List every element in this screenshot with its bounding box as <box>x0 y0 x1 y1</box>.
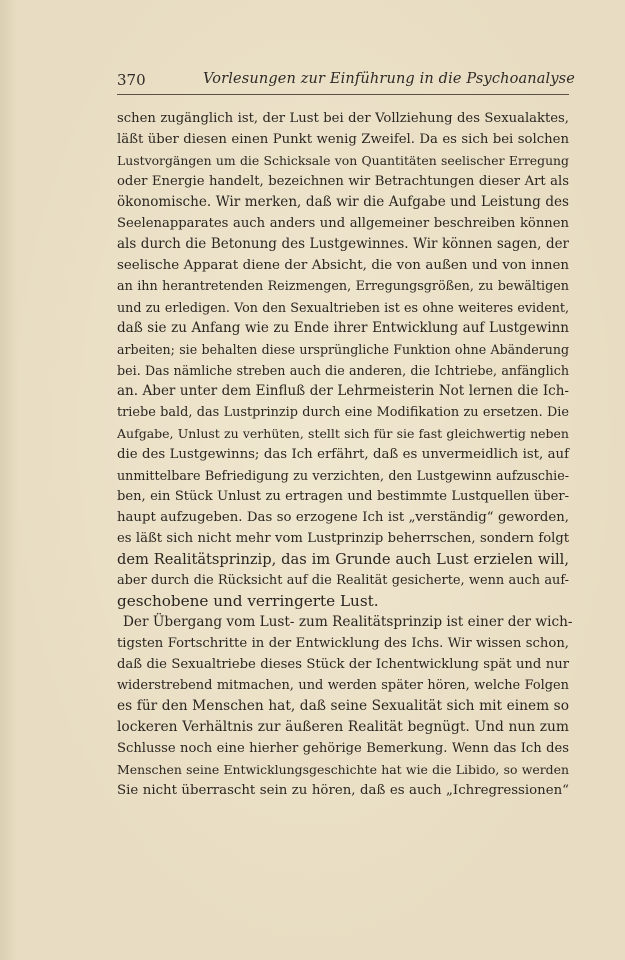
text-line: arbeiten; sie behalten diese ursprüngliche Funktion ohne Abänderung <box>117 342 569 357</box>
text-line: ökonomische. Wir merken, daß wir die Aufgabe und Leistung des <box>117 194 569 210</box>
text-line: an ihn herantretenden Reizmengen, Erregungsgrößen, zu bewältigen <box>117 279 569 294</box>
text-line: tigsten Fortschritte in der Entwicklung des Ichs. Wir wissen schon, <box>117 636 569 651</box>
text-line: unmittelbare Befriedigung zu verzichten, den Lustgewinn aufzuschie- <box>117 468 569 483</box>
text-line: lockeren Verhältnis zur äußeren Realität begnügt. Und nun zum <box>117 719 569 735</box>
text-line: es läßt sich nicht mehr vom Lustprinzip beherrschen, sondern folgt <box>117 531 569 546</box>
text-line: es für den Menschen hat, daß seine Sexualität sich mit einem so <box>117 698 569 714</box>
text-line: widerstrebend mitmachen, und werden später hören, welche Folgen <box>117 678 569 693</box>
text-line: oder Energie handelt, bezeichnen wir Betrachtungen dieser Art als <box>117 174 569 189</box>
text-line: Menschen seine Entwicklungsgeschichte hat wie die Libido, so werden <box>117 762 569 777</box>
text-line: daß die Sexualtriebe dieses Stück der Ichentwicklung spät und nur <box>117 657 569 672</box>
text-line: die des Lustgewinns; das Ich erfährt, daß es unvermeidlich ist, auf <box>117 447 569 462</box>
text-line: Sie nicht überrascht sein zu hören, daß es auch „Ichregressionen“ <box>117 783 569 798</box>
text-line: ben, ein Stück Unlust zu ertragen und bestimmte Lustquellen über- <box>117 489 569 504</box>
body-text <box>117 108 573 801</box>
running-title: Vorlesungen zur Einführung in die Psychoanalyse <box>203 71 575 87</box>
paragraph-start-line: Der Übergang vom Lust- zum Realitätsprinzip ist einer der wich- <box>123 614 573 630</box>
text-line: Seelenapparates auch anders und allgemeiner beschreiben können <box>117 216 569 231</box>
page-header <box>117 70 575 95</box>
text-line: Aufgabe, Unlust zu verhüten, stellt sich für sie fast gleichwertig neben <box>117 426 569 441</box>
text-line: daß sie zu Anfang wie zu Ende ihrer Entwicklung auf Lustgewinn <box>117 320 569 336</box>
text-line: und zu erledigen. Von den Sexualtrieben ist es ohne weiteres evident, <box>117 300 569 315</box>
text-line: schen zugänglich ist, der Lust bei der Vollziehung des Sexualaktes, <box>117 111 569 126</box>
text-line: Schlusse noch eine hierher gehörige Bemerkung. Wenn das Ich des <box>117 741 569 756</box>
text-line: aber durch die Rücksicht auf die Realität gesicherte, wenn auch auf- <box>117 573 569 588</box>
text-line: bei. Das nämliche streben auch die anderen, die Ichtriebe, anfänglich <box>117 363 569 378</box>
text-line: haupt aufzugeben. Das so erzogene Ich ist „verständig“ geworden, <box>117 510 569 525</box>
text-line: als durch die Betonung des Lustgewinnes. Wir können sagen, der <box>117 236 569 252</box>
text-line: an. Aber unter dem Einfluß der Lehrmeisterin Not lernen die Ich- <box>117 383 569 399</box>
page-number: 370 <box>117 71 146 89</box>
text-line: seelische Apparat diene der Absicht, die von außen und von innen <box>117 258 569 273</box>
text-line: Lustvorgängen um die Schicksale von Quantitäten seelischer Erregung <box>117 153 569 168</box>
text-line: dem Realitätsprinzip, das im Grunde auch Lust erzielen will, <box>117 551 569 568</box>
paragraph-end-line: geschobene und verringerte Lust. <box>117 592 379 610</box>
text-line: läßt über diesen einen Punkt wenig Zweifel. Da es sich bei solchen <box>117 132 569 147</box>
text-line: triebe bald, das Lustprinzip durch eine Modifikation zu ersetzen. Die <box>117 405 569 420</box>
